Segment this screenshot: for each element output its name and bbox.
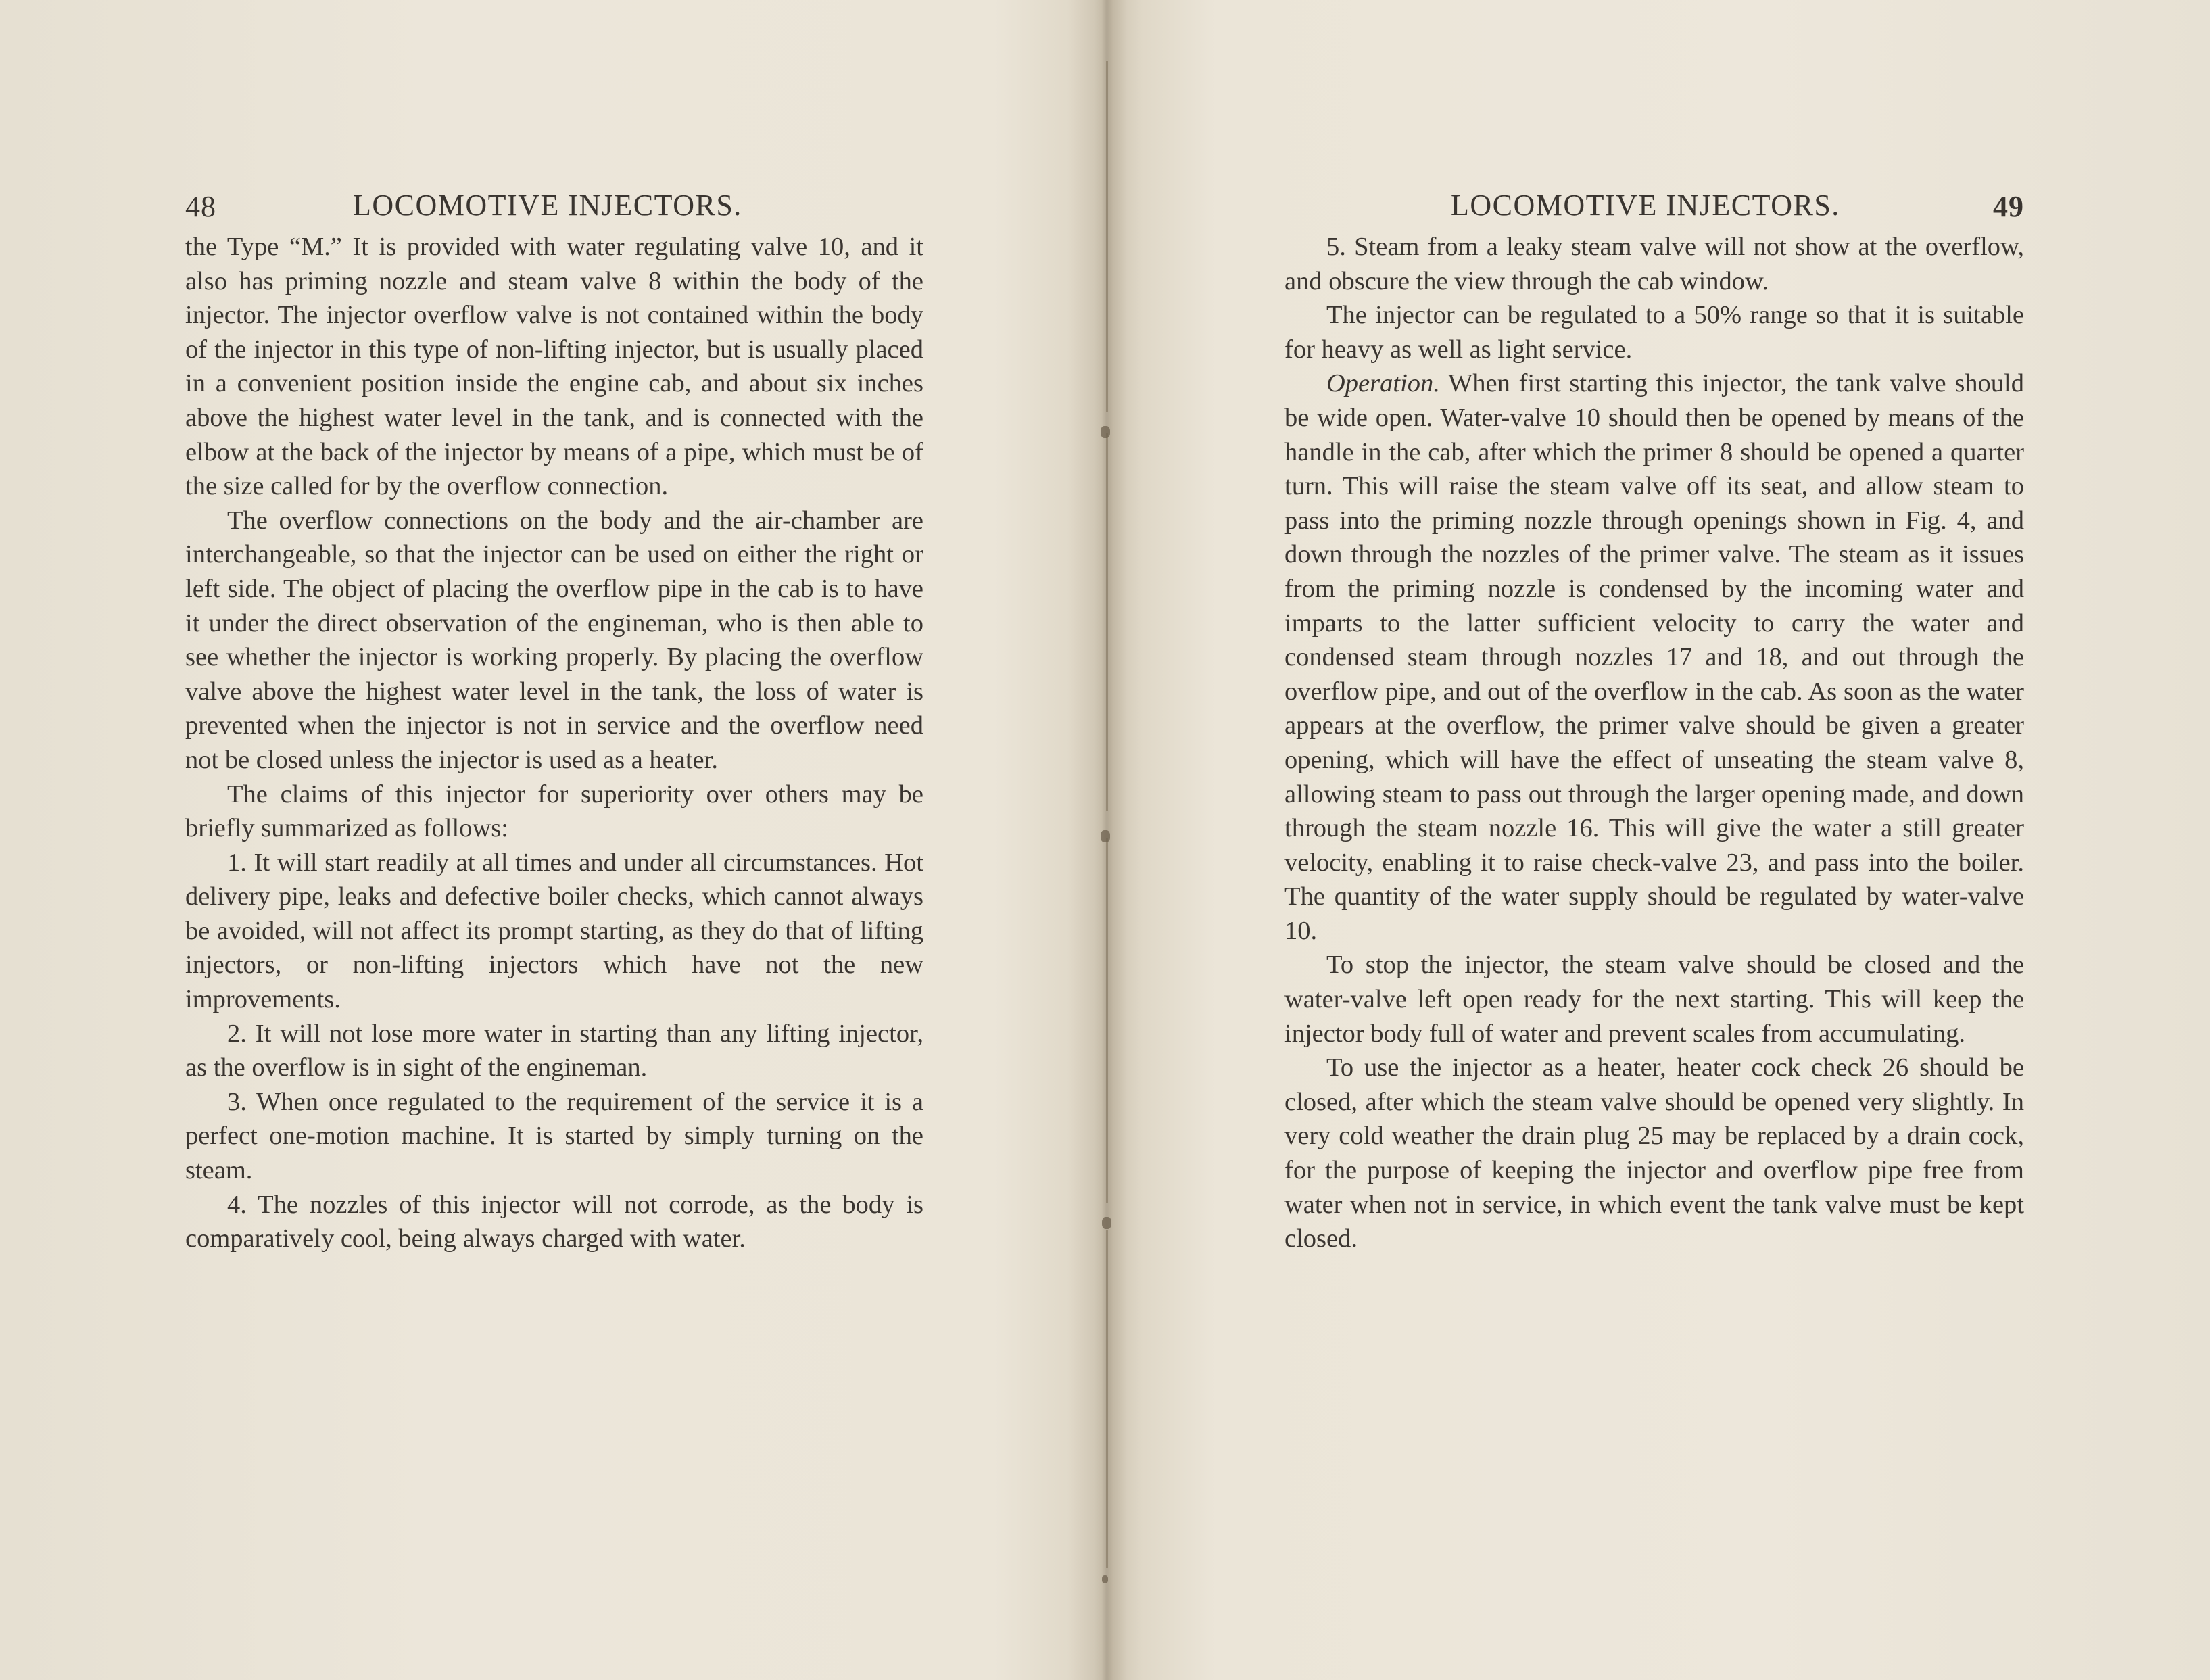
binding-knot xyxy=(1102,1217,1111,1229)
page-number: 48 xyxy=(185,190,216,223)
running-head xyxy=(185,183,923,230)
page-body xyxy=(1284,230,2024,1256)
paragraph: To use the injector as a heater, heater cock check 26 should be closed, after which the steam valve should be opened very slightly. In very cold weather the drain plug 25 may be replaced by a drain cock, for the purpose of keeping the injector and overflow pipe free from water when not in service, in which event the tank valve must be kept closed. xyxy=(1284,1053,2024,1253)
running-head-title: LOCOMOTIVE INJECTORS. xyxy=(353,189,742,222)
paragraph: 4. The nozzles of this injector will not corrode, as the body is comparatively cool, being always charged with water. xyxy=(185,1190,923,1253)
paragraph: 3. When once regulated to the requirement of the service it is a perfect one-motion machine. It is started by simply turning on the steam. xyxy=(185,1087,923,1185)
paragraph: The claims of this injector for superiority over others may be briefly summarized as follows: xyxy=(185,779,923,843)
binding-stitch xyxy=(1106,838,1108,1203)
binding-knot xyxy=(1101,426,1110,438)
page-body xyxy=(185,230,923,1256)
binding-stitch xyxy=(1106,433,1108,811)
paragraph: The overflow connections on the body and the air-chamber are interchangeable, so that the injector can be used on either the right or left side. The object of placing the overflow pipe in the cab is to have it under the direct observation of the engineman, who is then able to see whether the injector is working properly. By placing the overflow valve above the highest water level in the tank, the loss of water is prevented when the injector is not in service and the overflow need not be closed unless the injector is used as a heater. xyxy=(185,506,923,774)
left-page xyxy=(185,183,923,1256)
paragraph: 5. Steam from a leaky steam valve will not show at the overflow, and obscure the view through the cab window. xyxy=(1284,233,2024,295)
operation-heading: Operation. xyxy=(1326,369,1440,398)
binding-stitch xyxy=(1106,61,1108,412)
paragraph: the Type “M.” It is provided with water regulating valve 10, and it also has priming nozzle and steam valve 8 within the body of the injector. The injector overflow valve is not contained within the body of the injector in this type of non-lifting injector, but is usually placed in a convenient position inside the engine cab, and about six inches above the highest water level in the tank, and is connected with the elbow at the back of the injector by means of a pipe, which must be of the size called for by the overflow connection. xyxy=(185,233,923,501)
paragraph: The injector can be regulated to a 50% range so that it is suitable for heavy as well as light service. xyxy=(1284,301,2024,364)
running-head xyxy=(1284,183,2024,230)
right-page xyxy=(1284,183,2024,1256)
paragraph-operation xyxy=(1284,366,2024,948)
binding-knot xyxy=(1101,830,1110,842)
running-head-title: LOCOMOTIVE INJECTORS. xyxy=(1451,189,1840,222)
paragraph: 1. It will start readily at all times and under all circumstances. Hot delivery pipe, leaks and defective boiler checks, which cannot always be avoided, will not affect its prompt starting, as they do that of lifting injectors, or non-lifting injectors which have not the new improvements. xyxy=(185,848,923,1014)
binding-knot xyxy=(1102,1575,1108,1583)
page-number: 49 xyxy=(1993,190,2024,223)
paragraph: 2. It will not lose more water in starting than any lifting injector, as the overflow is in sight of the engineman. xyxy=(185,1019,923,1082)
paragraph: To stop the injector, the steam valve should be closed and the water-valve left open ready for the next starting. This will keep the injector body full of water and prevent scales from accumulating. xyxy=(1284,951,2024,1048)
binding-stitch xyxy=(1106,1230,1108,1568)
operation-text: When first starting this injector, the tank valve should be wide open. Water-valve 10 should then be opened by means of the handle in the cab, after which the primer 8 should be opened a quarter turn. This will raise the steam valve off its seat, and allow steam to pass into the priming nozzle through openings shown in Fig. 4, and down through the nozzles of the primer valve. The steam as it issues from the priming nozzle is condensed by the incoming water and imparts to the latter sufficient velocity to carry the water and condensed steam through nozzles 17 and 18, and out through the overflow pipe, and out of the overflow in the cab. As soon as the water appears at the overflow, the primer valve should be given a greater opening, which will have the effect of unseating the steam valve 8, allowing steam to pass out through the larger opening made, and down through the steam nozzle 16. This will give the water a still greater velocity, enabling it to raise check-valve 23, and pass into the boiler. The quantity of the water supply should be regulated by water-valve 10. xyxy=(1284,369,2025,945)
